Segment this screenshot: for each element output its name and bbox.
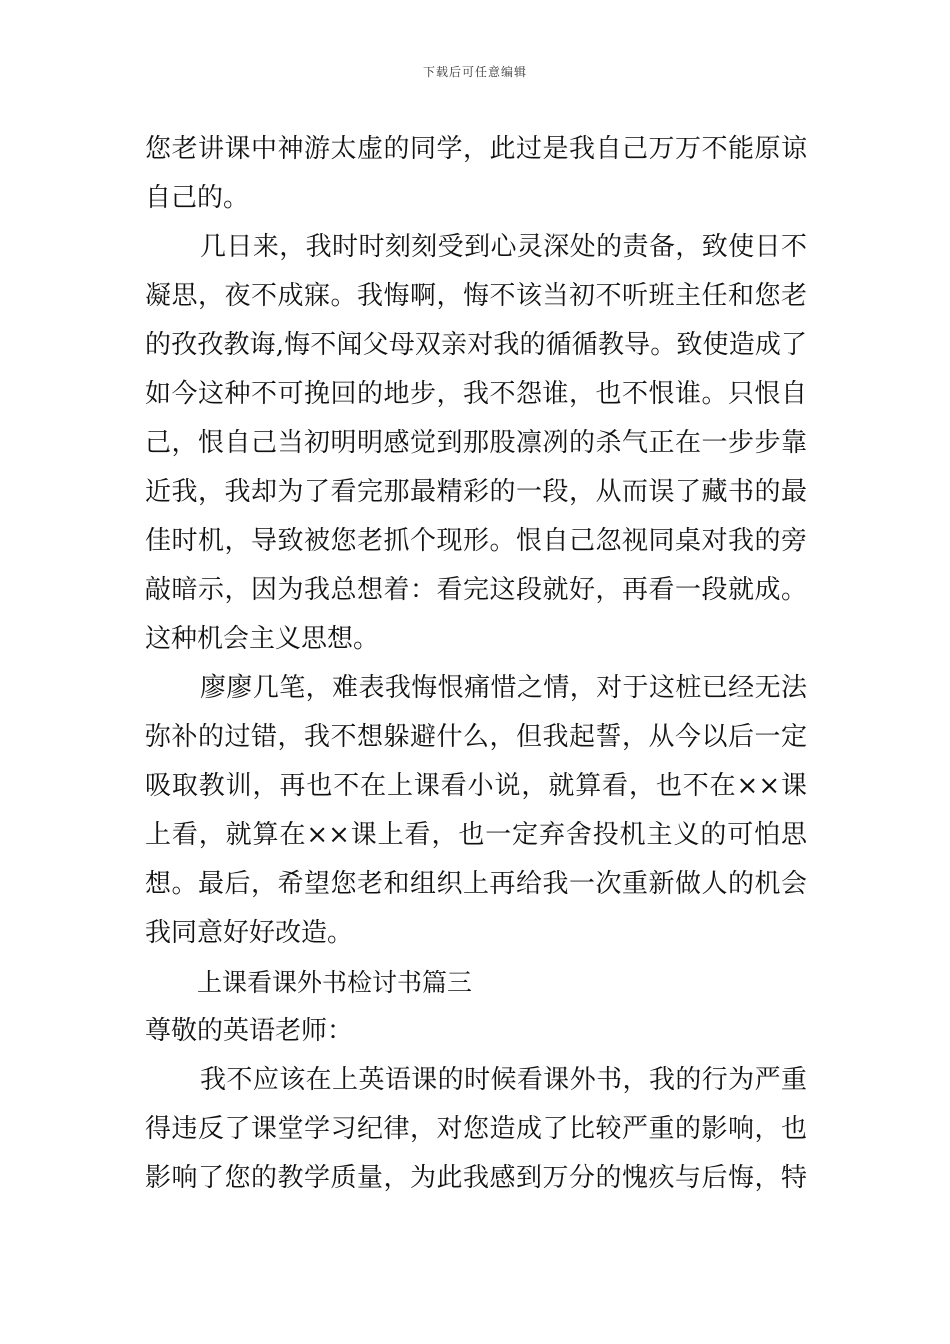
text-line: 我同意好好改造。 bbox=[145, 918, 354, 948]
text-line: 的孜孜教诲,悔不闻父母双亲对我的循循教导。致使造成了 bbox=[145, 330, 807, 360]
text-line: 己，恨自己当初明明感觉到那股凛冽的杀气正在一步步靠 bbox=[145, 428, 807, 458]
section-title: 上课看课外书检讨书篇三 bbox=[197, 968, 473, 997]
paragraph-start-line: 廖廖几笔，难表我悔恨痛惜之情，对于这桩已经无法 bbox=[200, 673, 807, 703]
document-body bbox=[145, 125, 807, 1203]
salutation: 尊敬的英语老师： bbox=[145, 1016, 354, 1046]
text-line: 凝思，夜不成寐。我悔啊，悔不该当初不听班主任和您老 bbox=[145, 281, 807, 311]
text-line: 上看，就算在××课上看，也一定弃舍投机主义的可怕思 bbox=[145, 820, 807, 850]
text-line: 您老讲课中神游太虚的同学，此过是我自己万万不能原谅 bbox=[145, 134, 807, 164]
text-line: 弥补的过错，我不想躲避什么，但我起誓，从今以后一定 bbox=[145, 722, 807, 752]
text-line: 吸取教训，再也不在上课看小说，就算看，也不在××课 bbox=[145, 771, 807, 801]
text-line: 如今这种不可挽回的地步，我不怨谁，也不恨谁。只恨自 bbox=[145, 379, 807, 409]
text-line: 影响了您的教学质量，为此我感到万分的愧疚与后悔，特 bbox=[145, 1163, 807, 1193]
text-line: 得违反了课堂学习纪律，对您造成了比较严重的影响，也 bbox=[145, 1114, 807, 1144]
paragraph-start-line: 我不应该在上英语课的时候看课外书，我的行为严重 bbox=[200, 1065, 807, 1095]
text-line: 敲暗示，因为我总想着：看完这段就好，再看一段就成。 bbox=[145, 575, 807, 605]
page-header: 下载后可任意编辑 bbox=[422, 65, 527, 79]
text-line: 这种机会主义思想。 bbox=[145, 624, 380, 654]
text-line: 想。最后，希望您老和组织上再给我一次重新做人的机会 bbox=[145, 869, 807, 899]
text-line: 自己的。 bbox=[145, 183, 250, 213]
text-line: 佳时机，导致被您老抓个现形。恨自己忽视同桌对我的旁 bbox=[145, 526, 807, 556]
paragraph-start-line: 几日来，我时时刻刻受到心灵深处的责备，致使日不 bbox=[200, 232, 807, 262]
text-line: 近我，我却为了看完那最精彩的一段，从而误了藏书的最 bbox=[145, 477, 807, 507]
